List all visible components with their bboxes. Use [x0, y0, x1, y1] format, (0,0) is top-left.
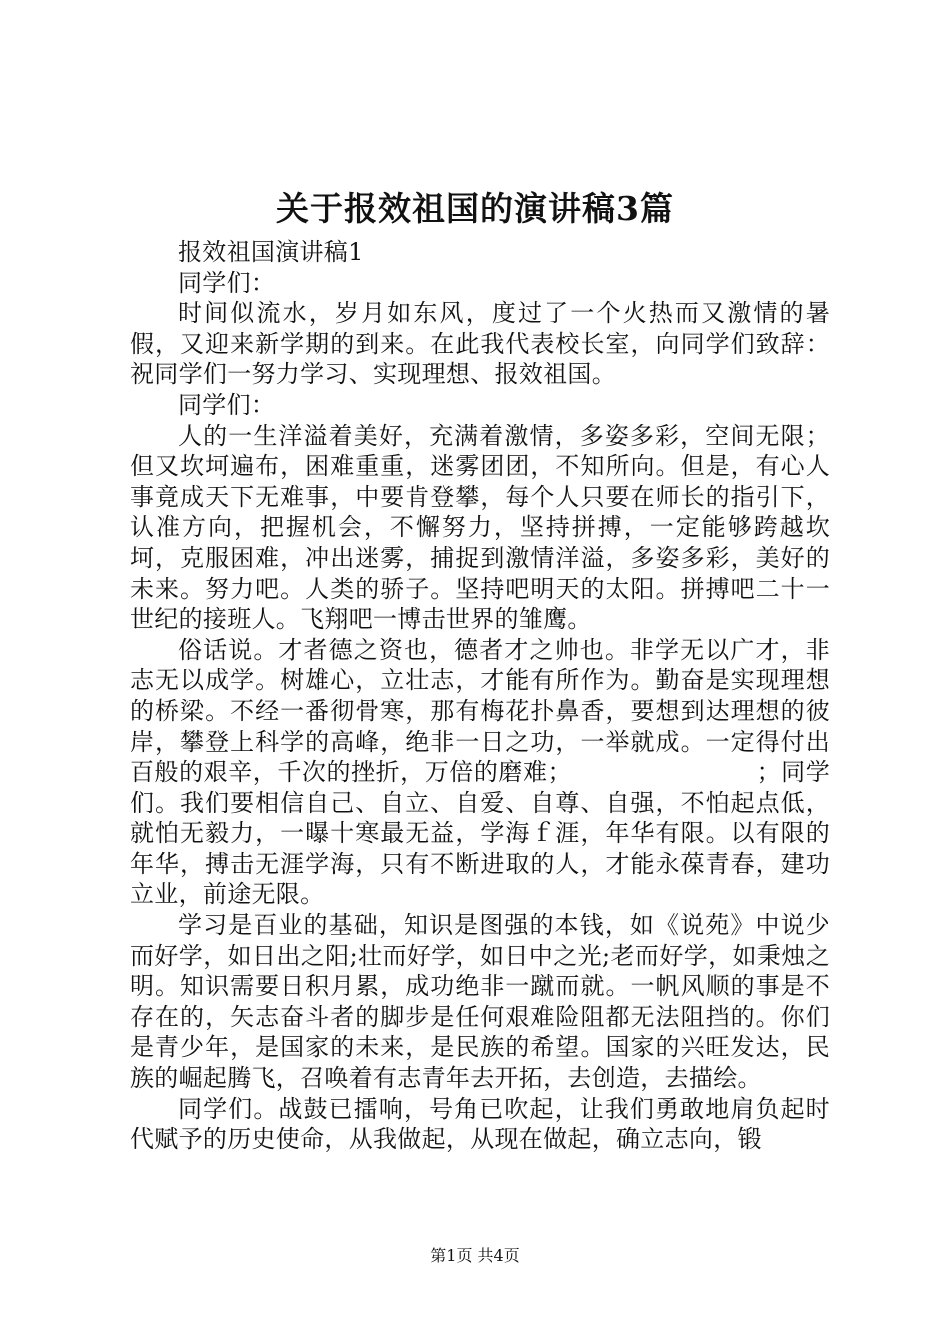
paragraph: 时间似流水，岁月如东风，度过了一个火热而又激情的暑假，又迎来新学期的到来。在此我代表校长室，向同学们致辞：祝同学们一努力学习、实现理想、报效祖国。 — [130, 299, 830, 389]
page-footer: 第1页 共4页 — [430, 1246, 520, 1265]
document-body — [130, 237, 830, 1155]
paragraph: 人的一生洋溢着美好，充满着激情，多姿多彩，空间无限；但又坎坷遍布，困难重重，迷雾团团，不知所向。但是，有心人事竟成天下无难事，中要肯登攀，每个人只要在师长的指引下，认准方向，把握机会，不懈努力，坚持拼搏，一定能够跨越坎坷，克服困难，冲出迷雾，捕捉到激情洋溢，多姿多彩，美好的未来。努力吧。人类的骄子。坚持吧明天的太阳。拼搏吧二十一世纪的接班人。飞翔吧一博击世界的雏鹰。 — [130, 421, 830, 634]
document-title: 关于报效祖国的演讲稿3篇 — [276, 189, 674, 228]
paragraph: 同学们： — [178, 390, 276, 419]
paragraph: 同学们。战鼓已擂响，号角已吹起，让我们勇敢地肩负起时代赋予的历史使命，从我做起，从现在做起，确立志向，锻 — [130, 1094, 830, 1154]
paragraph: 学习是百业的基础，知识是图强的本钱，如《说苑》中说少而好学，如日出之阳;壮而好学，如日中之光;老而好学，如秉烛之明。知识需要日积月累，成功绝非一蹴而就。一帆风顺的事是不存在的，矢志奋斗者的脚步是任何艰难险阻都无法阻挡的。你们是青少年，是国家的未来，是民族的希望。国家的兴旺发达，民族的崛起腾飞，召唤着有志青年去开拓，去创造，去描绘。 — [130, 911, 830, 1093]
paragraph: 报效祖国演讲稿1 — [178, 238, 364, 266]
paragraph: 俗话说。才者德之资也，德者才之帅也。非学无以广才，非志无以成学。树雄心，立壮志，才能有所作为。勤奋是实现理想的桥梁。不经一番彻骨寒，那有梅花扑鼻香，要想到达理想的彼岸，攀登上科学的高峰，绝非一日之功，一举就成。一定得付出百般的艰辛，千次的挫折，万倍的磨难； ；同学们。我们要相信自己、自立、自爱、自尊、自强，不怕起点低，就怕无毅力，一曝十寒最无益，学海ｆ涯，年华有限。以有限的年华，搏击无涯学海，只有不断进取的人，才能永葆青春，建功立业，前途无限。 — [130, 635, 830, 909]
paragraph: 同学们： — [178, 268, 276, 297]
